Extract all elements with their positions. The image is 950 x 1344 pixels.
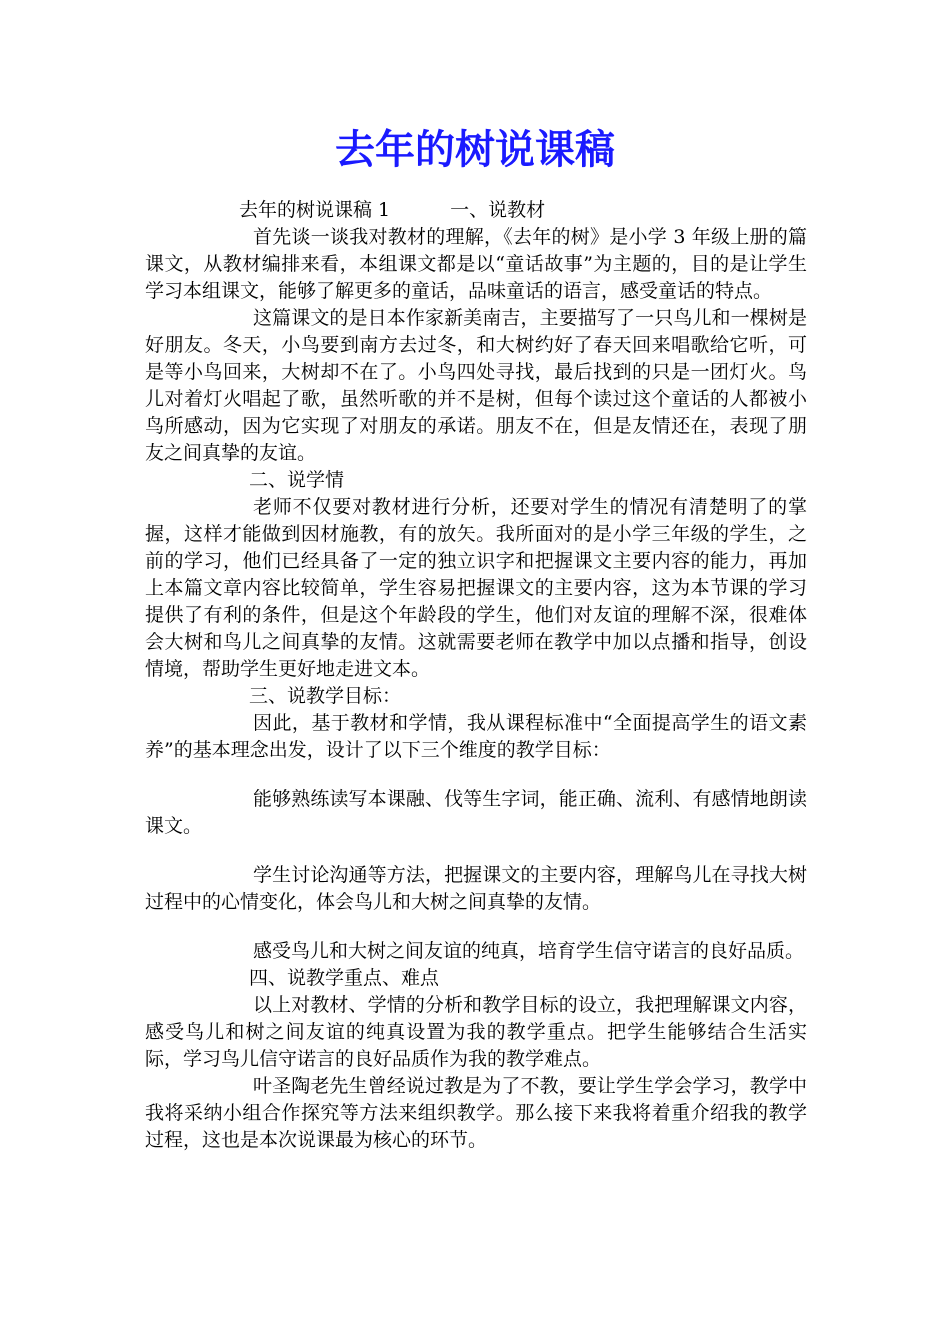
- paragraph-teaching-method: 叶圣陶老先生曾经说过教是为了不教，要让学生学会学习，教学中我将采纳小组合作探究等方法来组织教学。那么接下来我将着重介绍我的教学过程，这也是本次说课最为核心的环节。: [145, 1075, 807, 1151]
- paragraph-teaching-material: 首先谈一谈我对教材的理解，《去年的树》是小学 3 年级上册的篇课文，从教材编排来看，本组课文都是以“童话故事”为主题的，目的是让学生学习本组课文，能够了解更多的童话，品味童话的语言，感受童话的特点。: [145, 226, 807, 302]
- paragraph-student-analysis: 老师不仅要对教材进行分析，还要对学生的情况有清楚明了的掌握，这样才能做到因材施教，有的放矢。我所面对的是小学三年级的学生，之前的学习，他们已经具备了一定的独立识字和把握课文主要内容的能力，再加上本篇文章内容比较简单，学生容易把握课文的主要内容，这为本节课的学习提供了有利的条件，但是这个年龄段的学生，他们对友谊的理解不深，很难体会大树和鸟儿之间真挚的友情。这就需要老师在教学中加以点播和指导，创设情境，帮助学生更好地走进文本。: [145, 496, 807, 680]
- section3-heading: 三、说教学目标：: [249, 685, 402, 707]
- document-body: [145, 197, 807, 1154]
- document-title: 去年的树说课稿: [335, 127, 615, 173]
- goal-emotion: 感受鸟儿和大树之间友谊的纯真，培育学生信守诺言的良好品质。: [253, 940, 805, 962]
- intro-line: [145, 197, 807, 224]
- paragraph-story-summary: 这篇课文的是日本作家新美南吉，主要描写了一只鸟儿和一棵树是好朋友。冬天，小鸟要到南方去过冬，和大树约好了春天回来唱歌给它听，可是等小鸟回来，大树却不在了。小鸟四处寻找，最后找到的只是一团灯火。鸟儿对着灯火唱起了歌，虽然听歌的并不是树，但每个读过这个童话的人都被小鸟所感动，因为它实现了对朋友的承诺。朋友不在，但是友情还在，表现了朋友之间真挚的友谊。: [145, 307, 807, 464]
- goal-process: 学生讨论沟通等方法，把握课文的主要内容，理解鸟儿在寻找大树过程中的心情变化，体会鸟儿和大树之间真挚的友情。: [145, 864, 807, 913]
- goal-knowledge: 能够熟练读写本课融、伐等生字词，能正确、流利、有感情地朗读课文。: [145, 788, 807, 837]
- section2-heading: 二、说学情: [249, 469, 345, 491]
- section1-heading: 一、说教材: [450, 199, 546, 221]
- paragraph-goals-intro: 因此，基于教材和学情，我从课程标准中“全面提高学生的语文素养”的基本理念出发，设计了以下三个维度的教学目标：: [145, 712, 807, 761]
- paragraph-key-points: 以上对教材、学情的分析和教学目标的设立，我把理解课文内容，感受鸟儿和树之间友谊的纯真设置为我的教学重点。把学生能够结合生活实际，学习鸟儿信守诺言的良好品质作为我的教学难点。: [145, 994, 807, 1070]
- section4-heading: 四、说教学重点、难点: [249, 967, 440, 989]
- intro-label: 去年的树说课稿 1: [239, 199, 391, 221]
